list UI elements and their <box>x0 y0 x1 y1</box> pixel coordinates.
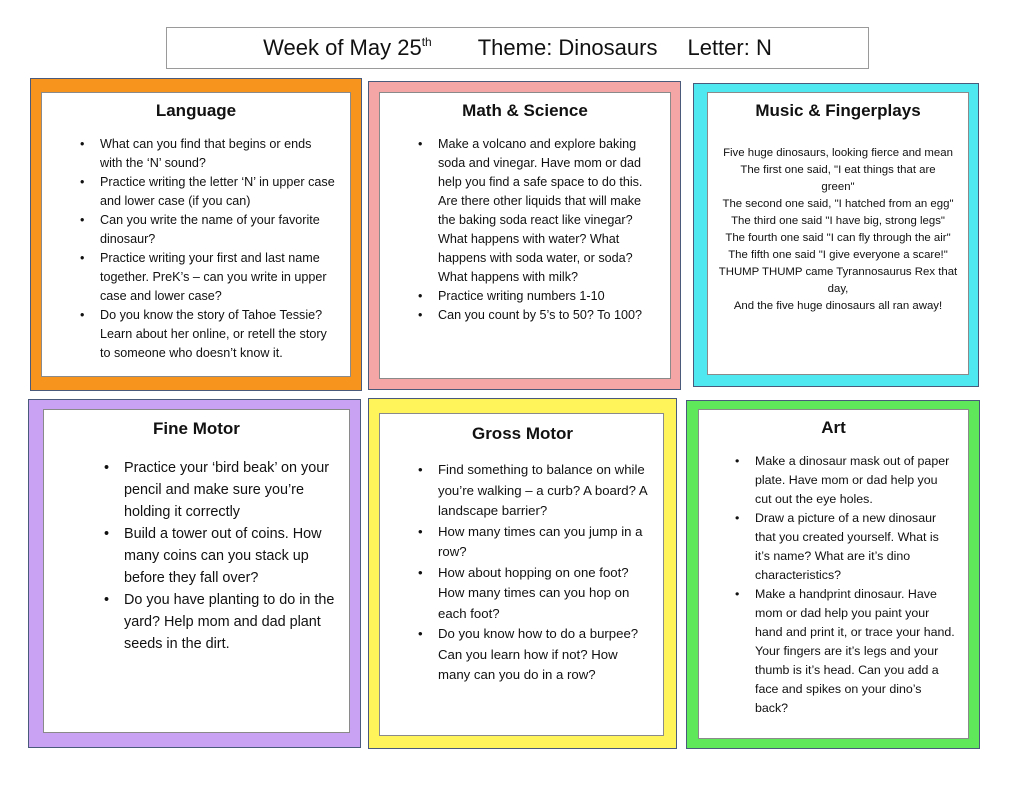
list-item: • Do you know the story of Tahoe Tessie? Learn about her online, or retell the story to someone who doesn’t know it. <box>74 306 336 363</box>
list-item: • How about hopping on one foot? How many times can you hop on each foot? <box>412 563 653 625</box>
poem-line: The third one said "I have big, strong legs" <box>731 215 945 227</box>
theme-label: Theme: Dinosaurs <box>477 35 658 60</box>
poem-line: And the five huge dinosaurs all ran away! <box>733 300 943 312</box>
art-card <box>698 409 969 739</box>
list-item: • Can you count by 5’s to 50? To 100? <box>412 306 658 325</box>
list-item: • Build a tower out of coins. How many coins can you stack up before they fall over? <box>98 523 339 589</box>
gross-motor-title: Gross Motor <box>471 424 574 443</box>
list-item: • Practice writing your first and last name together. PreK’s – can you write in upper case and lower case? <box>74 249 336 306</box>
letter-label: Letter: N <box>687 35 772 60</box>
art-title: Art <box>821 418 846 437</box>
list-item: • Make a dinosaur mask out of paper plate. Have mom or dad help you cut out the eye holes. <box>729 452 956 509</box>
art-list <box>729 452 956 718</box>
week-label: Week of May 25th <box>263 35 432 60</box>
list-item: • Can you write the name of your favorite dinosaur? <box>74 211 336 249</box>
list-item: • Practice writing the letter ‘N’ in upper case and lower case (if you can) <box>74 173 336 211</box>
poem-line: The fifth one said "I give everyone a scare!" <box>728 249 948 261</box>
list-item: • Practice your ‘bird beak’ on your pencil and make sure you’re holding it correctly <box>98 457 339 523</box>
list-item: • Do you have planting to do in the yard? Help mom and dad plant seeds in the dirt. <box>98 589 339 655</box>
poem-line: green" <box>821 181 855 193</box>
poem-line: THUMP THUMP came Tyrannosaurus Rex that <box>718 266 958 278</box>
poem-line: The fourth one said "I can fly through the air" <box>725 232 951 244</box>
fine-motor-title: Fine Motor <box>153 419 240 438</box>
fine-motor-card <box>43 409 350 733</box>
poem-line: day, <box>827 283 849 295</box>
list-item: • Make a handprint dinosaur. Have mom or dad help you paint your hand and print it, or trace your hand. Your fingers are it’s legs and your thumb is it’s head. Can you add a face and spikes on your dino’s back? <box>729 585 956 718</box>
list-item: • Find something to balance on while you’re walking – a curb? A board? A landscape barrier? <box>412 460 653 522</box>
list-item: • How many times can you jump in a row? <box>412 522 653 563</box>
poem-line: The second one said, "I hatched from an egg" <box>722 198 954 210</box>
math-card <box>379 92 671 379</box>
language-title: Language <box>155 101 237 120</box>
poem-line: The first one said, "I eat things that are <box>740 164 936 176</box>
language-card <box>41 92 351 377</box>
list-item: • Practice writing numbers 1-10 <box>412 287 658 306</box>
list-item: • Do you know how to do a burpee? Can you learn how if not? How many can you do in a row? <box>412 624 653 686</box>
gross-motor-list <box>412 460 653 686</box>
poem-line: Five huge dinosaurs, looking fierce and mean <box>723 147 953 159</box>
list-item: • Draw a picture of a new dinosaur that you created yourself. What is it’s name? What are it’s dino characteristics? <box>729 509 956 585</box>
music-card <box>707 92 969 375</box>
list-item: • What can you find that begins or ends with the ‘N’ sound? <box>74 135 336 173</box>
music-title: Music & Fingerplays <box>755 101 921 120</box>
gross-motor-card <box>379 413 664 736</box>
poem <box>708 145 968 315</box>
fine-motor-list <box>98 457 339 655</box>
list-item: • Make a volcano and explore baking soda and vinegar. Have mom or dad help you find a safe space to do this. Are there other liquids that will make the baking soda react like vinegar? What happens with water? What happens with soda water, or soda? What happens with milk? <box>412 135 658 287</box>
math-list <box>412 135 658 325</box>
math-title: Math & Science <box>462 101 588 120</box>
header-box <box>166 27 869 69</box>
language-list <box>74 135 336 363</box>
